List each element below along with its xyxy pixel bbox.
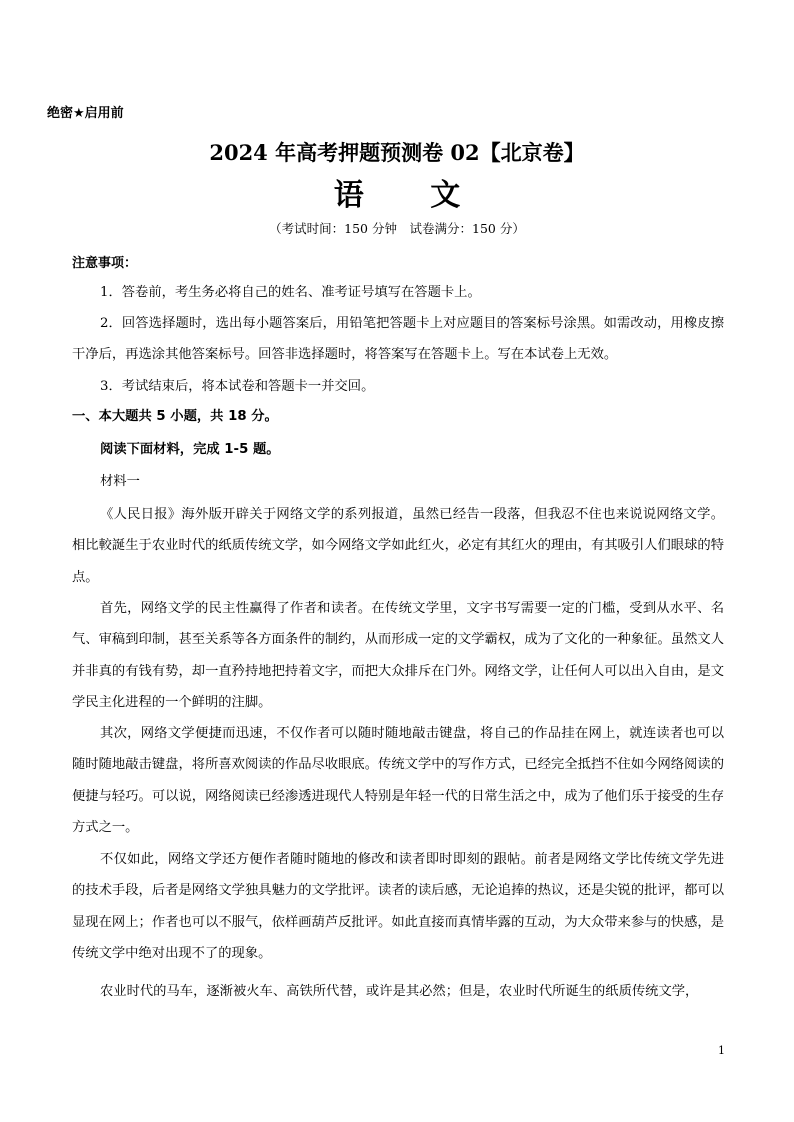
material-label: 材料一 — [100, 474, 140, 489]
page-number: 1 — [718, 1044, 725, 1057]
exam-info: （考试时间：150 分钟 试卷满分：150 分） — [269, 221, 525, 236]
section-heading: 一、本大题共 5 小题，共 18 分。 — [72, 409, 278, 424]
reading-instruction: 阅读下面材料，完成 1-5 题。 — [100, 442, 280, 457]
subject-title: 语 文 — [333, 178, 489, 213]
material-paragraph: 首先，网络文学的民主性赢得了作者和读者。在传统文学里，文字书写需要一定的门槛，受到从水平、名气、审稿到印制，甚至关系等各方面条件的制约，从而形成一定的文学霸权，成为了文化的一种象征。虽然文人并非真的有钱有势，却一直矜持地把持着文字，而把大众排斥在门外。网络文学，让任何人可以出入自由，是文学民主化进程的一个鲜明的注脚。 — [72, 601, 724, 710]
material-paragraph: 其次，网络文学便捷而迅速，不仅作者可以随时随地敲击键盘，将自己的作品挂在网上，就连读者也可以随时随地敲击键盘，将所喜欢阅读的作品尽收眼底。传统文学中的写作方式，已经完全抵挡不住如今网络阅读的便捷与轻巧。可以说，网络阅读已经渗透进现代人特别是年轻一代的日常生活之中，成为了他们乐于接受的生存方式之一。 — [72, 726, 724, 835]
notice-item: 1．答卷前，考生务必将自己的姓名、准考证号填写在答题卡上。 — [100, 285, 481, 300]
confidential-mark: 绝密★启用前 — [47, 106, 124, 121]
notice-item: 3．考试结束后，将本试卷和答题卡一并交回。 — [100, 379, 375, 394]
notice-heading: 注意事项： — [72, 256, 138, 271]
material-paragraph: 农业时代的马车，逐渐被火车、高铁所代替，或许是其必然；但是，农业时代所诞生的纸质传统文学， — [100, 984, 699, 999]
notice-item: 2．回答选择题时，选出每小题答案后，用铅笔把答题卡上对应题目的答案标号涂黑。如需改动，用橡皮擦干净后，再选涂其他答案标号。回答非选择题时，将答案写在答题卡上。写在本试卷上无效。 — [72, 316, 724, 363]
material-paragraph: 不仅如此，网络文学还方便作者随时随地的修改和读者即时即刻的跟帖。前者是网络文学比传统文学先进的技术手段，后者是网络文学独具魅力的文学批评。读者的读后感，无论追捧的热议，还是尖锐的批评，都可以显现在网上；作者也可以不服气，依样画葫芦反批评。如此直接而真情毕露的互动，为大众带来参与的快感，是传统文学中绝对出现不了的现象。 — [72, 852, 724, 961]
exam-title: 2024 年高考押题预测卷 02【北京卷】 — [209, 140, 585, 165]
material-paragraph: 《人民日报》海外版开辟关于网络文学的系列报道，虽然已经告一段落，但我忍不住也来说说网络文学。相比較誕生于农业时代的纸质传统文学，如今网络文学如此红火，必定有其红火的理由，有其吸引人们眼球的特点。 — [72, 507, 724, 585]
